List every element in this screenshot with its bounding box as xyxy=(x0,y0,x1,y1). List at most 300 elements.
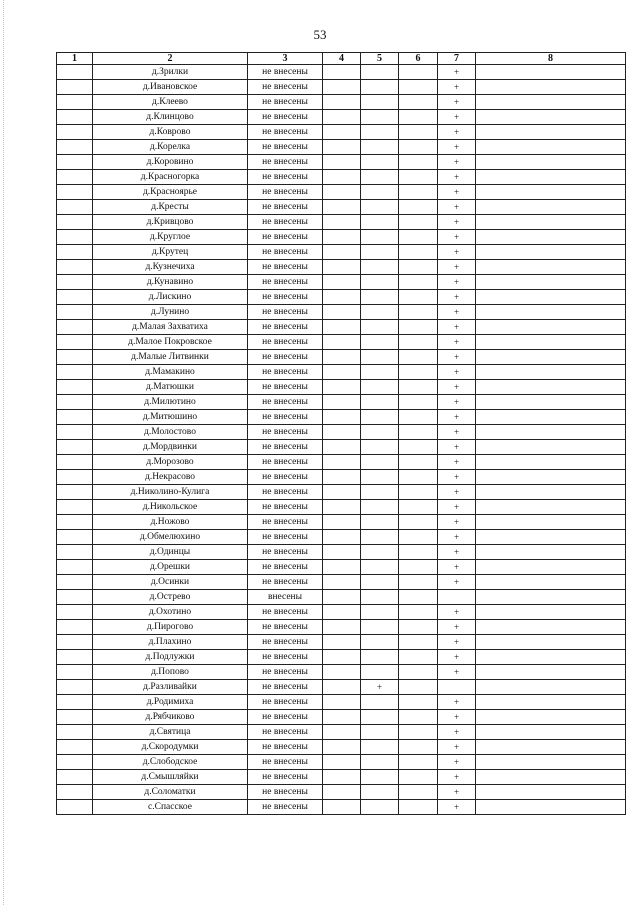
cell-col5-mark xyxy=(361,665,399,680)
cell-col8 xyxy=(476,155,626,170)
cell-settlement-name: д.Малое Покровское xyxy=(93,335,248,350)
table-row xyxy=(57,185,626,200)
cell-number xyxy=(57,605,93,620)
cell-number xyxy=(57,470,93,485)
cell-number xyxy=(57,170,93,185)
cell-col4 xyxy=(323,65,361,80)
column-header-1: 1 xyxy=(57,53,93,65)
cell-col8 xyxy=(476,650,626,665)
table-row xyxy=(57,155,626,170)
cell-col4 xyxy=(323,335,361,350)
cell-col7-mark: + xyxy=(438,395,476,410)
cell-col6 xyxy=(399,695,438,710)
cell-col5-mark xyxy=(361,695,399,710)
cell-col7-mark: + xyxy=(438,110,476,125)
cell-col7-mark: + xyxy=(438,245,476,260)
cell-col6 xyxy=(399,125,438,140)
cell-settlement-name: д.Скородумки xyxy=(93,740,248,755)
cell-col6 xyxy=(399,710,438,725)
cell-col6 xyxy=(399,110,438,125)
cell-col7-mark: + xyxy=(438,380,476,395)
cell-col5-mark xyxy=(361,95,399,110)
cell-col6 xyxy=(399,395,438,410)
cell-col8 xyxy=(476,80,626,95)
table-row xyxy=(57,245,626,260)
cell-settlement-name: д.Матюшки xyxy=(93,380,248,395)
cell-status: не внесены xyxy=(248,110,323,125)
cell-col7-mark: + xyxy=(438,290,476,305)
cell-status: не внесены xyxy=(248,440,323,455)
cell-settlement-name: д.Кривцово xyxy=(93,215,248,230)
cell-col4 xyxy=(323,530,361,545)
cell-settlement-name: д.Лунино xyxy=(93,305,248,320)
cell-settlement-name: д.Митюшино xyxy=(93,410,248,425)
cell-col6 xyxy=(399,365,438,380)
cell-number xyxy=(57,350,93,365)
cell-col6 xyxy=(399,680,438,695)
cell-col6 xyxy=(399,95,438,110)
cell-col8 xyxy=(476,335,626,350)
cell-col7-mark: + xyxy=(438,275,476,290)
cell-number xyxy=(57,95,93,110)
cell-status: не внесены xyxy=(248,485,323,500)
cell-col6 xyxy=(399,575,438,590)
cell-col5-mark xyxy=(361,530,399,545)
table-row xyxy=(57,605,626,620)
cell-col6 xyxy=(399,260,438,275)
column-header-2: 2 xyxy=(93,53,248,65)
cell-col8 xyxy=(476,440,626,455)
table-row xyxy=(57,215,626,230)
cell-col8 xyxy=(476,695,626,710)
cell-col6 xyxy=(399,725,438,740)
cell-number xyxy=(57,275,93,290)
table-row xyxy=(57,500,626,515)
cell-col4 xyxy=(323,725,361,740)
cell-col6 xyxy=(399,740,438,755)
table-row xyxy=(57,170,626,185)
cell-col8 xyxy=(476,545,626,560)
table-row xyxy=(57,125,626,140)
cell-status: не внесены xyxy=(248,185,323,200)
cell-col6 xyxy=(399,410,438,425)
cell-settlement-name: д.Клеево xyxy=(93,95,248,110)
cell-number xyxy=(57,65,93,80)
cell-status: не внесены xyxy=(248,575,323,590)
cell-settlement-name: д.Лискино xyxy=(93,290,248,305)
cell-col4 xyxy=(323,755,361,770)
cell-col7-mark: + xyxy=(438,785,476,800)
cell-col7-mark: + xyxy=(438,755,476,770)
cell-col7-mark: + xyxy=(438,470,476,485)
cell-status: не внесены xyxy=(248,620,323,635)
table-row xyxy=(57,770,626,785)
cell-number xyxy=(57,185,93,200)
cell-col6 xyxy=(399,230,438,245)
cell-col5-mark xyxy=(361,650,399,665)
table-row xyxy=(57,95,626,110)
cell-col7-mark: + xyxy=(438,230,476,245)
cell-col8 xyxy=(476,530,626,545)
cell-col4 xyxy=(323,140,361,155)
cell-col8 xyxy=(476,500,626,515)
table-row xyxy=(57,635,626,650)
cell-col7-mark: + xyxy=(438,545,476,560)
cell-col8 xyxy=(476,485,626,500)
cell-col8 xyxy=(476,470,626,485)
cell-status: не внесены xyxy=(248,545,323,560)
table-row xyxy=(57,530,626,545)
cell-col5-mark: + xyxy=(361,680,399,695)
cell-col5-mark xyxy=(361,770,399,785)
cell-number xyxy=(57,560,93,575)
table-row xyxy=(57,725,626,740)
cell-settlement-name: д.Одинцы xyxy=(93,545,248,560)
cell-col4 xyxy=(323,215,361,230)
cell-col4 xyxy=(323,545,361,560)
cell-col7-mark: + xyxy=(438,185,476,200)
cell-col5-mark xyxy=(361,110,399,125)
cell-col6 xyxy=(399,350,438,365)
cell-col6 xyxy=(399,185,438,200)
cell-col7-mark: + xyxy=(438,530,476,545)
cell-status: не внесены xyxy=(248,335,323,350)
cell-settlement-name: д.Слободское xyxy=(93,755,248,770)
cell-col7-mark: + xyxy=(438,515,476,530)
cell-col5-mark xyxy=(361,215,399,230)
cell-status: не внесены xyxy=(248,320,323,335)
cell-col6 xyxy=(399,290,438,305)
cell-col5-mark xyxy=(361,65,399,80)
cell-col6 xyxy=(399,380,438,395)
cell-settlement-name: д.Соломатки xyxy=(93,785,248,800)
cell-col8 xyxy=(476,125,626,140)
cell-col8 xyxy=(476,680,626,695)
cell-number xyxy=(57,575,93,590)
cell-col4 xyxy=(323,785,361,800)
cell-status: не внесены xyxy=(248,245,323,260)
cell-col6 xyxy=(399,335,438,350)
column-header-8: 8 xyxy=(476,53,626,65)
cell-col8 xyxy=(476,725,626,740)
cell-col5-mark xyxy=(361,485,399,500)
cell-status: не внесены xyxy=(248,560,323,575)
cell-settlement-name: д.Ивановское xyxy=(93,80,248,95)
cell-col8 xyxy=(476,665,626,680)
column-header-3: 3 xyxy=(248,53,323,65)
cell-number xyxy=(57,140,93,155)
cell-col6 xyxy=(399,545,438,560)
cell-col8 xyxy=(476,320,626,335)
cell-settlement-name: д.Корелка xyxy=(93,140,248,155)
cell-col7-mark: + xyxy=(438,635,476,650)
cell-status: не внесены xyxy=(248,230,323,245)
cell-status: не внесены xyxy=(248,740,323,755)
cell-settlement-name: д.Коровино xyxy=(93,155,248,170)
table-row xyxy=(57,65,626,80)
table-row xyxy=(57,410,626,425)
cell-col4 xyxy=(323,185,361,200)
cell-col8 xyxy=(476,95,626,110)
cell-col4 xyxy=(323,230,361,245)
cell-settlement-name: д.Родимиха xyxy=(93,695,248,710)
cell-settlement-name: д.Некрасово xyxy=(93,470,248,485)
cell-col7-mark xyxy=(438,590,476,605)
cell-status: внесены xyxy=(248,590,323,605)
cell-col5-mark xyxy=(361,785,399,800)
table-row xyxy=(57,365,626,380)
cell-col7-mark: + xyxy=(438,410,476,425)
cell-status: не внесены xyxy=(248,755,323,770)
cell-number xyxy=(57,515,93,530)
cell-col8 xyxy=(476,770,626,785)
cell-status: не внесены xyxy=(248,395,323,410)
cell-col7-mark: + xyxy=(438,800,476,815)
table-row xyxy=(57,425,626,440)
cell-status: не внесены xyxy=(248,140,323,155)
cell-col7-mark: + xyxy=(438,335,476,350)
cell-status: не внесены xyxy=(248,455,323,470)
cell-col8 xyxy=(476,515,626,530)
cell-status: не внесены xyxy=(248,80,323,95)
page-number: 53 xyxy=(313,27,327,42)
cell-col7-mark: + xyxy=(438,620,476,635)
table-row xyxy=(57,755,626,770)
cell-number xyxy=(57,380,93,395)
cell-col8 xyxy=(476,560,626,575)
table-row xyxy=(57,740,626,755)
cell-col6 xyxy=(399,785,438,800)
cell-settlement-name: д.Милютино xyxy=(93,395,248,410)
table-row xyxy=(57,440,626,455)
cell-number xyxy=(57,440,93,455)
cell-col6 xyxy=(399,200,438,215)
cell-col8 xyxy=(476,275,626,290)
cell-col7-mark: + xyxy=(438,455,476,470)
cell-col8 xyxy=(476,800,626,815)
cell-col8 xyxy=(476,185,626,200)
cell-col4 xyxy=(323,680,361,695)
cell-number xyxy=(57,80,93,95)
table-row xyxy=(57,395,626,410)
cell-status: не внесены xyxy=(248,260,323,275)
cell-col5-mark xyxy=(361,410,399,425)
cell-col4 xyxy=(323,485,361,500)
cell-col6 xyxy=(399,590,438,605)
cell-col8 xyxy=(476,755,626,770)
cell-settlement-name: д.Малая Захватиха xyxy=(93,320,248,335)
cell-col5-mark xyxy=(361,560,399,575)
column-header-6: 6 xyxy=(399,53,438,65)
cell-status: не внесены xyxy=(248,65,323,80)
cell-col4 xyxy=(323,455,361,470)
cell-col8 xyxy=(476,65,626,80)
cell-col6 xyxy=(399,440,438,455)
cell-number xyxy=(57,710,93,725)
cell-status: не внесены xyxy=(248,350,323,365)
cell-status: не внесены xyxy=(248,215,323,230)
cell-col5-mark xyxy=(361,350,399,365)
cell-status: не внесены xyxy=(248,605,323,620)
cell-settlement-name: д.Крутец xyxy=(93,245,248,260)
cell-col8 xyxy=(476,140,626,155)
table-row xyxy=(57,665,626,680)
cell-col5-mark xyxy=(361,380,399,395)
cell-col6 xyxy=(399,155,438,170)
cell-settlement-name: д.Круглое xyxy=(93,230,248,245)
cell-settlement-name: д.Кресты xyxy=(93,200,248,215)
cell-settlement-name: д.Святица xyxy=(93,725,248,740)
cell-number xyxy=(57,785,93,800)
table-row xyxy=(57,275,626,290)
cell-settlement-name: д.Обмелюхино xyxy=(93,530,248,545)
cell-col8 xyxy=(476,110,626,125)
cell-number xyxy=(57,365,93,380)
cell-status: не внесены xyxy=(248,155,323,170)
cell-col4 xyxy=(323,305,361,320)
cell-col6 xyxy=(399,170,438,185)
cell-status: не внесены xyxy=(248,680,323,695)
table-row xyxy=(57,335,626,350)
table-row xyxy=(57,80,626,95)
cell-settlement-name: д.Орешки xyxy=(93,560,248,575)
cell-settlement-name: д.Ножово xyxy=(93,515,248,530)
cell-number xyxy=(57,425,93,440)
column-header-4: 4 xyxy=(323,53,361,65)
cell-status: не внесены xyxy=(248,665,323,680)
cell-status: не внесены xyxy=(248,95,323,110)
cell-col8 xyxy=(476,365,626,380)
cell-col8 xyxy=(476,590,626,605)
cell-col5-mark xyxy=(361,545,399,560)
cell-col5-mark xyxy=(361,620,399,635)
cell-number xyxy=(57,260,93,275)
cell-col4 xyxy=(323,740,361,755)
cell-col4 xyxy=(323,260,361,275)
cell-col4 xyxy=(323,425,361,440)
cell-col6 xyxy=(399,455,438,470)
cell-settlement-name: д.Коврово xyxy=(93,125,248,140)
cell-col4 xyxy=(323,695,361,710)
cell-col4 xyxy=(323,515,361,530)
cell-col7-mark: + xyxy=(438,320,476,335)
cell-number xyxy=(57,695,93,710)
table-row xyxy=(57,455,626,470)
cell-col7-mark: + xyxy=(438,560,476,575)
cell-col8 xyxy=(476,575,626,590)
cell-number xyxy=(57,545,93,560)
cell-col5-mark xyxy=(361,515,399,530)
cell-number xyxy=(57,215,93,230)
cell-number xyxy=(57,155,93,170)
table-row xyxy=(57,590,626,605)
cell-col5-mark xyxy=(361,710,399,725)
cell-col5-mark xyxy=(361,290,399,305)
cell-col6 xyxy=(399,425,438,440)
cell-settlement-name: д.Малые Литвинки xyxy=(93,350,248,365)
cell-col7-mark: + xyxy=(438,500,476,515)
cell-col7-mark: + xyxy=(438,200,476,215)
cell-col4 xyxy=(323,290,361,305)
cell-status: не внесены xyxy=(248,635,323,650)
cell-col5-mark xyxy=(361,245,399,260)
cell-col4 xyxy=(323,560,361,575)
cell-col5-mark xyxy=(361,500,399,515)
cell-col5-mark xyxy=(361,320,399,335)
cell-col8 xyxy=(476,635,626,650)
table-row xyxy=(57,305,626,320)
table-row xyxy=(57,545,626,560)
cell-col8 xyxy=(476,230,626,245)
cell-col8 xyxy=(476,395,626,410)
cell-col4 xyxy=(323,155,361,170)
cell-col5-mark xyxy=(361,575,399,590)
cell-col8 xyxy=(476,425,626,440)
cell-col8 xyxy=(476,710,626,725)
cell-col4 xyxy=(323,590,361,605)
cell-col4 xyxy=(323,665,361,680)
cell-col6 xyxy=(399,245,438,260)
cell-col4 xyxy=(323,350,361,365)
cell-col5-mark xyxy=(361,275,399,290)
cell-settlement-name: д.Острево xyxy=(93,590,248,605)
cell-number xyxy=(57,755,93,770)
cell-settlement-name: д.Подлужки xyxy=(93,650,248,665)
cell-status: не внесены xyxy=(248,470,323,485)
cell-col8 xyxy=(476,785,626,800)
table-row xyxy=(57,515,626,530)
cell-col7-mark: + xyxy=(438,740,476,755)
cell-col7-mark: + xyxy=(438,65,476,80)
cell-settlement-name: д.Рябчиково xyxy=(93,710,248,725)
cell-settlement-name: д.Охотино xyxy=(93,605,248,620)
table-row xyxy=(57,695,626,710)
table-row xyxy=(57,650,626,665)
cell-col7-mark: + xyxy=(438,575,476,590)
table-row xyxy=(57,470,626,485)
cell-col5-mark xyxy=(361,605,399,620)
cell-col8 xyxy=(476,455,626,470)
cell-col5-mark xyxy=(361,755,399,770)
table-header-row xyxy=(57,53,626,65)
cell-col5-mark xyxy=(361,200,399,215)
cell-col8 xyxy=(476,200,626,215)
cell-col8 xyxy=(476,620,626,635)
cell-number xyxy=(57,725,93,740)
cell-status: не внесены xyxy=(248,425,323,440)
cell-col5-mark xyxy=(361,140,399,155)
cell-settlement-name: д.Молостово xyxy=(93,425,248,440)
cell-number xyxy=(57,110,93,125)
cell-col7-mark: + xyxy=(438,665,476,680)
cell-status: не внесены xyxy=(248,530,323,545)
cell-col7-mark: + xyxy=(438,725,476,740)
cell-status: не внесены xyxy=(248,170,323,185)
cell-col8 xyxy=(476,740,626,755)
cell-col7-mark: + xyxy=(438,650,476,665)
cell-col5-mark xyxy=(361,170,399,185)
table-row xyxy=(57,320,626,335)
cell-settlement-name: д.Морозово xyxy=(93,455,248,470)
cell-col8 xyxy=(476,215,626,230)
cell-col7-mark: + xyxy=(438,215,476,230)
cell-col7-mark: + xyxy=(438,350,476,365)
table-row xyxy=(57,290,626,305)
cell-settlement-name: д.Кузнечиха xyxy=(93,260,248,275)
cell-number xyxy=(57,320,93,335)
cell-number xyxy=(57,740,93,755)
cell-col5-mark xyxy=(361,740,399,755)
